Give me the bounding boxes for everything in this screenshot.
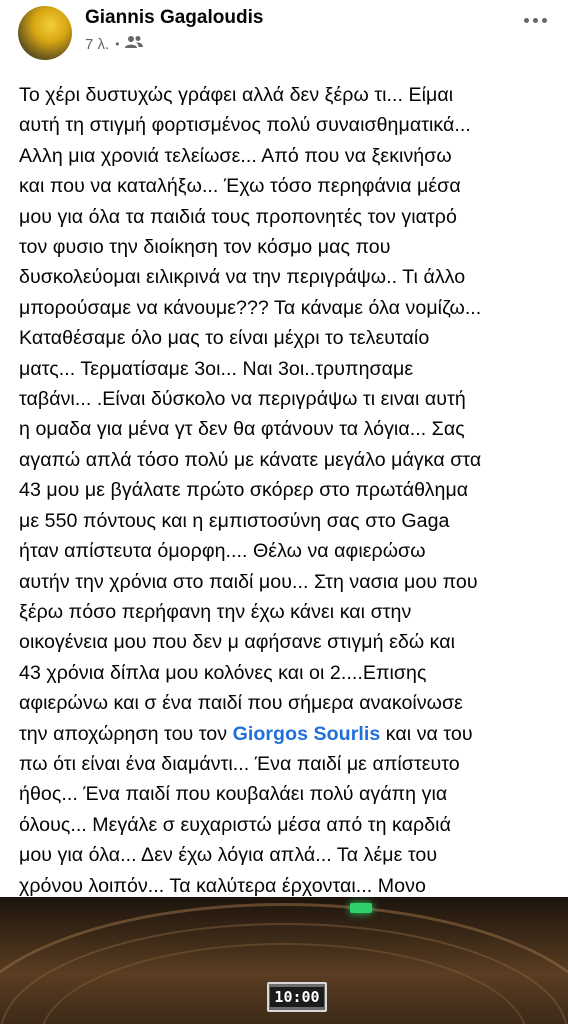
post-line: χρόνου λοιπόν... Τα καλύτερα έρχονται... Μονο — [19, 874, 426, 897]
post-text — [19, 80, 554, 962]
mention-link[interactable]: Giorgos Sourlis — [232, 722, 381, 745]
post-line: αγαπώ απλά τόσο πολύ με κάνατε μεγάλο μάγκα στα — [19, 448, 482, 471]
post-line: η ομαδα για μένα γτ δεν θα φτάνουν τα λόγια... Σας — [19, 418, 465, 441]
post-line: ήθος... Ένα παιδί που κουβαλάει πολύ αγάπη για — [19, 783, 448, 806]
post-line-with-mention — [19, 719, 554, 749]
exit-sign — [350, 903, 372, 913]
avatar[interactable] — [18, 6, 72, 60]
author-name[interactable]: Giannis Gagaloudis — [85, 7, 264, 28]
post-line: 43 χρόνια δίπλα μου κολόνες και οι 2....Επισης — [19, 661, 427, 684]
post-header — [0, 0, 568, 70]
post-line: αυτήν την χρόνια στο παιδί μου... Στη νασια μου που — [19, 570, 478, 593]
post-line: Αλλη μια χρονιά τελείωσε... Από που να ξεκινήσω — [19, 144, 452, 167]
post-line: μου για όλα... Δεν έχω λόγια απλά... Τα λέμε του — [19, 844, 438, 867]
post-line: και που να καταλήξω... Έχω τόσο περηφάνια μέσα — [19, 175, 461, 198]
post-line: αφιερώνω και σ ένα παιδί που σήμερα ανακοίνωσε — [19, 692, 463, 715]
post-text-fragment: την αποχώρηση του τον — [19, 722, 233, 745]
post-line: τον φυσιο την διοίκηση τον κόσμο μας που — [19, 236, 391, 259]
post-line: Καταθέσαμε όλο μας το είναι μέχρι το τελευταίο — [19, 327, 430, 350]
post-line: πω ότι είναι ένα διαμάντι... Ένα παιδί με απίστευτο — [19, 752, 460, 775]
post-line: μπορούσαμε να κάνουμε??? Τα κάναμε όλα νομίζω... — [19, 296, 482, 319]
meta-separator: • — [115, 37, 120, 51]
post-line: Το χέρι δυστυχώς γράφει αλλά δεν ξέρω τι... Είμαι — [19, 84, 454, 106]
post-line: δυσκολεύομαι ειλικρινά να την περιγράψω.. Τι άλλο — [19, 266, 466, 289]
post-line: με 550 πόντους και η εμπιστοσύνη σας στο Gaga — [19, 509, 450, 532]
more-options-icon[interactable] — [520, 10, 550, 30]
post-line: ματς... Τερματίσαμε 3οι... Ναι 3οι..τρυπησαμε — [19, 357, 414, 380]
post-meta — [85, 35, 143, 53]
post-line: ήταν απίστευτα όμορφη.... Θέλω να αφιερώσω — [19, 540, 426, 563]
post-line: 43 μου με βγάλατε πρώτο σκόρερ στο πρωτάθλημα — [19, 479, 469, 502]
post-line: αυτή τη στιγμή φορτισμένος πολύ συναισθηματικά... — [19, 114, 471, 137]
post-text-fragment: και να του — [380, 722, 473, 745]
post-line: ξέρω πόσο περήφανη την έχω κάνει και στην — [19, 600, 412, 623]
post-line: μου για όλα τα παιδιά τους προπονητές τον γιατρό — [19, 205, 457, 228]
post-line: οικογένεια μου που δεν μ αφήσανε στιγμή εδώ και — [19, 631, 456, 654]
post-time[interactable]: 7 λ. — [85, 35, 110, 53]
friends-icon — [125, 35, 143, 53]
post-photo[interactable] — [0, 897, 568, 1024]
post-line: ταβάνι... .Είναι δύσκολο να περιγράψω τι ειναι αυτή — [19, 388, 466, 411]
post-line: όλους... Μεγάλε σ ευχαριστώ μέσα από τη καρδιά — [19, 813, 451, 836]
scoreboard — [267, 982, 327, 1012]
scoreboard-time: 10:00 — [270, 987, 323, 1007]
